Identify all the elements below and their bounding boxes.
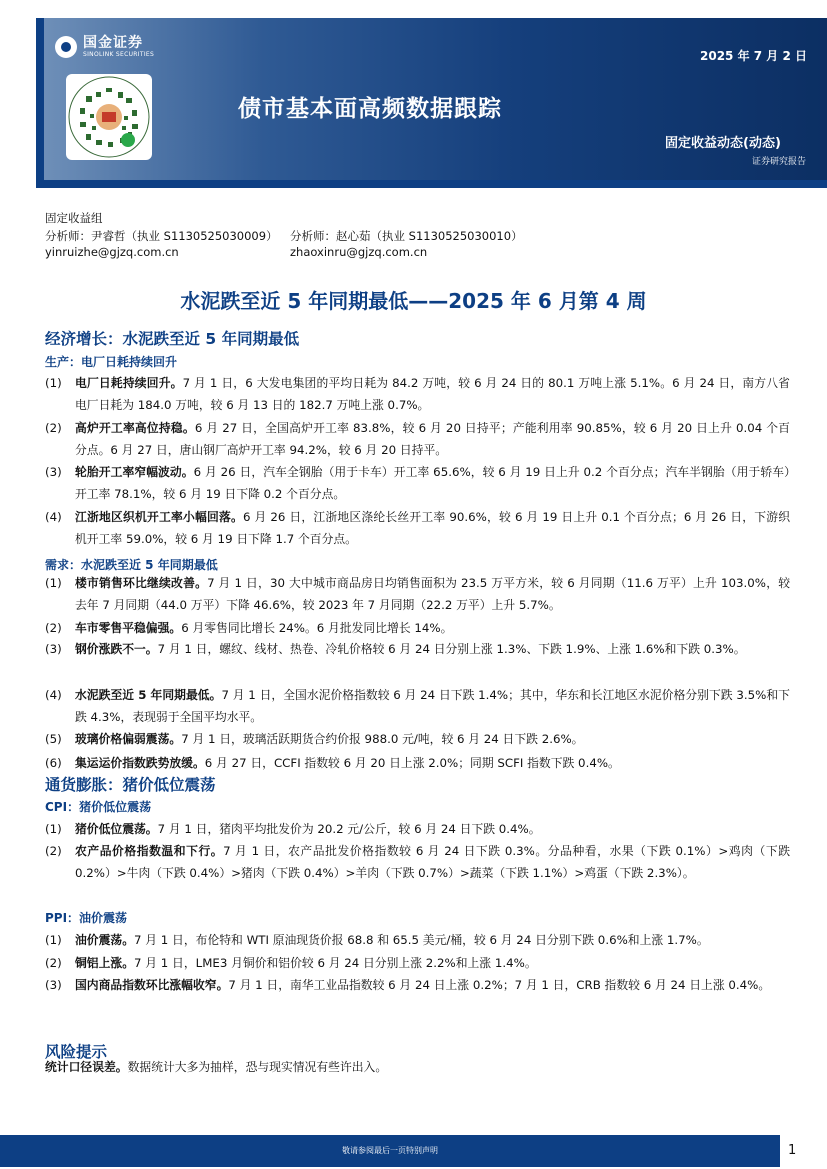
list-item — [45, 840, 790, 884]
item-lead: 国内商品指数环比涨幅收窄。 — [75, 978, 229, 992]
list-item — [45, 752, 790, 774]
item-text — [75, 684, 790, 728]
list-item — [45, 417, 790, 461]
subsection-cpi-heading: CPI：猪价低位震荡 — [45, 800, 152, 814]
item-text — [75, 840, 790, 884]
item-body: 6 月零售同比增长 24%。6 月批发同比增长 14%。 — [181, 621, 453, 635]
item-number: (1) — [45, 822, 62, 836]
item-lead: 江浙地区织机开工率小幅回落。 — [75, 510, 244, 524]
item-body: 7 月 1 日，30 大中城市商品房日均销售面积为 23.5 万平方米，较 6 月同期（11.6 万平）上升 103.0%，较去年 7 月同期（44.0 万平）下降 46.6%，较 2023 年 7 月同期（22.2 万平）上升 5.7%。 — [75, 576, 790, 612]
analyst-2: 分析师：赵心茹（执业 S1130525030010） — [290, 229, 523, 243]
item-body: 6 月 27 日，CCFI 指数较 6 月 20 日上涨 2.0%；同期 SCFI 指数下跌 0.4%。 — [204, 756, 620, 770]
item-body: 7 月 1 日，LME3 月铜价和铝价较 6 月 24 日分别上涨 2.2%和上涨 1.4%。 — [134, 956, 537, 970]
page-number: 1 — [788, 1143, 797, 1158]
subsection-demand-heading: 需求：水泥跌至近 5 年同期最低 — [45, 558, 218, 572]
item-text — [75, 461, 790, 505]
item-lead: 玻璃价格偏弱震荡。 — [75, 732, 182, 746]
item-lead: 钢价涨跌不一。 — [75, 642, 158, 656]
item-text — [75, 752, 790, 774]
item-number: (3) — [45, 465, 62, 479]
list-item — [45, 461, 790, 505]
item-text — [75, 417, 790, 461]
item-body: 7 月 1 日，6 大发电集团的平均日耗为 84.2 万吨，较 6 月 24 日的 80.1 万吨上涨 5.1%。6 月 24 日，南方八省电厂日耗为 184.0 万吨，较 6 月 13 日的 182.7 万吨上涨 0.7%。 — [75, 376, 790, 412]
item-body: 7 月 1 日，玻璃活跃期货合约价报 988.0 元/吨，较 6 月 24 日下跌 2.6%。 — [181, 732, 584, 746]
item-text — [75, 929, 790, 951]
analyst-1-email[interactable]: yinruizhe@gjzq.com.cn — [45, 245, 179, 259]
item-body: 6 月 27 日，全国高炉开工率 83.8%，较 6 月 20 日持平；产能利用率 90.85%，较 6 月 20 日上升 0.04 个百分点。6 月 27 日，唐山钢厂高炉开工率 94.2%，较 6 月 20 日持平。 — [75, 421, 790, 457]
section-inflation-heading: 通货膨胀：猪价低位震荡 — [45, 776, 216, 794]
report-category: 证券研究报告 — [752, 157, 807, 167]
item-text — [75, 638, 790, 660]
list-item — [45, 506, 790, 550]
item-body: 7 月 1 日，布伦特和 WTI 原油现货价报 68.8 和 65.5 美元/桶，较 6 月 24 日分别下跌 0.6%和上涨 1.7%。 — [134, 933, 709, 947]
item-number: (3) — [45, 642, 62, 656]
section-growth-heading: 经济增长：水泥跌至近 5 年同期最低 — [45, 330, 300, 348]
item-body: 6 月 26 日，汽车全钢胎（用于卡车）开工率 65.6%，较 6 月 19 日上升 0.2 个百分点；汽车半钢胎（用于轿车）开工率 78.1%，较 6 月 19 日下降 0.2 个百分点。 — [75, 465, 790, 501]
main-title: 水泥跌至近 5 年同期最低——2025 年 6 月第 4 周 — [180, 289, 647, 313]
list-item — [45, 372, 790, 416]
report-type: 固定收益动态(动态) — [665, 136, 781, 151]
risk-note-bold: 统计口径误差。 — [45, 1060, 128, 1074]
item-lead: 楼市销售环比继续改善。 — [75, 576, 208, 590]
item-text — [75, 506, 790, 550]
list-item — [45, 684, 790, 728]
item-lead: 油价震荡。 — [75, 933, 134, 947]
subsection-ppi-heading: PPI：油价震荡 — [45, 911, 128, 925]
item-number: (1) — [45, 933, 62, 947]
item-body: 7 月 1 日，农产品批发价格指数较 6 月 24 日下跌 0.3%。分品种看，水果（下跌 0.1%）>鸡肉（下跌 0.2%）>牛肉（下跌 0.4%）>猪肉（下跌 0.4%）>羊肉（下跌 0.7%）>蔬菜（下跌 1.1%）>鸡蛋（下跌 2.3%）。 — [75, 844, 790, 880]
analyst-2-email[interactable]: zhaoxinru@gjzq.com.cn — [290, 245, 428, 259]
item-body: 7 月 1 日，猪肉平均批发价为 20.2 元/公斤，较 6 月 24 日下跌 0.4%。 — [157, 822, 541, 836]
report-series-title: 债市基本面高频数据跟踪 — [238, 96, 502, 122]
item-body: 7 月 1 日，螺纹、线材、热卷、冷轧价格较 6 月 24 日分别上涨 1.3%、下跌 1.9%、上涨 1.6%和下跌 0.3%。 — [157, 642, 746, 656]
list-item — [45, 974, 790, 996]
item-text — [75, 728, 790, 750]
list-item — [45, 728, 790, 750]
item-lead: 车市零售平稳偏强。 — [75, 621, 182, 635]
item-number: (3) — [45, 978, 62, 992]
analyst-1: 分析师：尹睿哲（执业 S1130525030009） — [45, 229, 278, 243]
item-text — [75, 952, 790, 974]
item-number: (2) — [45, 621, 62, 635]
logo-icon — [55, 36, 77, 58]
section-risk-heading: 风险提示 — [45, 1043, 108, 1061]
item-body: 7 月 1 日，全国水泥价格指数较 6 月 24 日下跌 1.4%；其中，华东和长江地区水泥价格分别下跌 3.5%和下跌 4.3%，表现弱于全国平均水平。 — [75, 688, 790, 724]
item-lead: 高炉开工率高位持稳。 — [75, 421, 195, 435]
report-date: 2025 年 7 月 2 日 — [700, 49, 807, 63]
list-item — [45, 818, 790, 840]
item-number: (5) — [45, 732, 62, 746]
list-item — [45, 617, 790, 639]
item-number: (2) — [45, 844, 62, 858]
item-lead: 电厂日耗持续回升。 — [75, 376, 183, 390]
item-number: (2) — [45, 956, 62, 970]
subsection-production-heading: 生产：电厂日耗持续回升 — [45, 355, 178, 369]
footer-disclaimer: 敬请参阅最后一页特别声明 — [342, 1146, 438, 1155]
item-number: (1) — [45, 576, 62, 590]
item-number: (1) — [45, 376, 62, 390]
item-text — [75, 372, 790, 416]
risk-note-text: 数据统计大多为抽样，恐与现实情况有些许出入。 — [127, 1060, 388, 1074]
item-lead: 农产品价格指数温和下行。 — [75, 844, 224, 858]
item-body: 6 月 26 日，江浙地区涤纶长丝开工率 90.6%，较 6 月 19 日上升 0.1 个百分点；6 月 26 日，下游织机开工率 59.0%，较 6 月 19 日下降 1.7 个百分点。 — [75, 510, 790, 546]
team-name: 固定收益组 — [45, 211, 103, 225]
list-item — [45, 952, 790, 974]
list-item — [45, 572, 790, 616]
qr-code-icon — [66, 74, 152, 160]
item-text — [75, 974, 790, 996]
item-number: (2) — [45, 421, 62, 435]
item-body: 7 月 1 日，南华工业品指数较 6 月 24 日上涨 0.2%；7 月 1 日，CRB 指数较 6 月 24 日上涨 0.4%。 — [228, 978, 771, 992]
item-text — [75, 818, 790, 840]
item-lead: 猪价低位震荡。 — [75, 822, 158, 836]
list-item — [45, 929, 790, 951]
item-text — [75, 617, 790, 639]
item-lead: 集运运价指数跌势放缓。 — [75, 756, 205, 770]
item-text — [75, 572, 790, 616]
item-lead: 轮胎开工率窄幅波动。 — [75, 465, 194, 479]
item-number: (4) — [45, 510, 62, 524]
risk-note — [45, 1058, 387, 1075]
item-lead: 水泥跌至近 5 年同期最低。 — [75, 688, 222, 702]
item-number: (4) — [45, 688, 62, 702]
brand-name-en: SINOLINK SECURITIES — [83, 51, 155, 58]
list-item — [45, 638, 790, 660]
brand-logo — [55, 36, 154, 58]
item-lead: 铜铝上涨。 — [75, 956, 134, 970]
brand-name-cn: 国金证券 — [83, 35, 143, 51]
item-number: (6) — [45, 756, 62, 770]
